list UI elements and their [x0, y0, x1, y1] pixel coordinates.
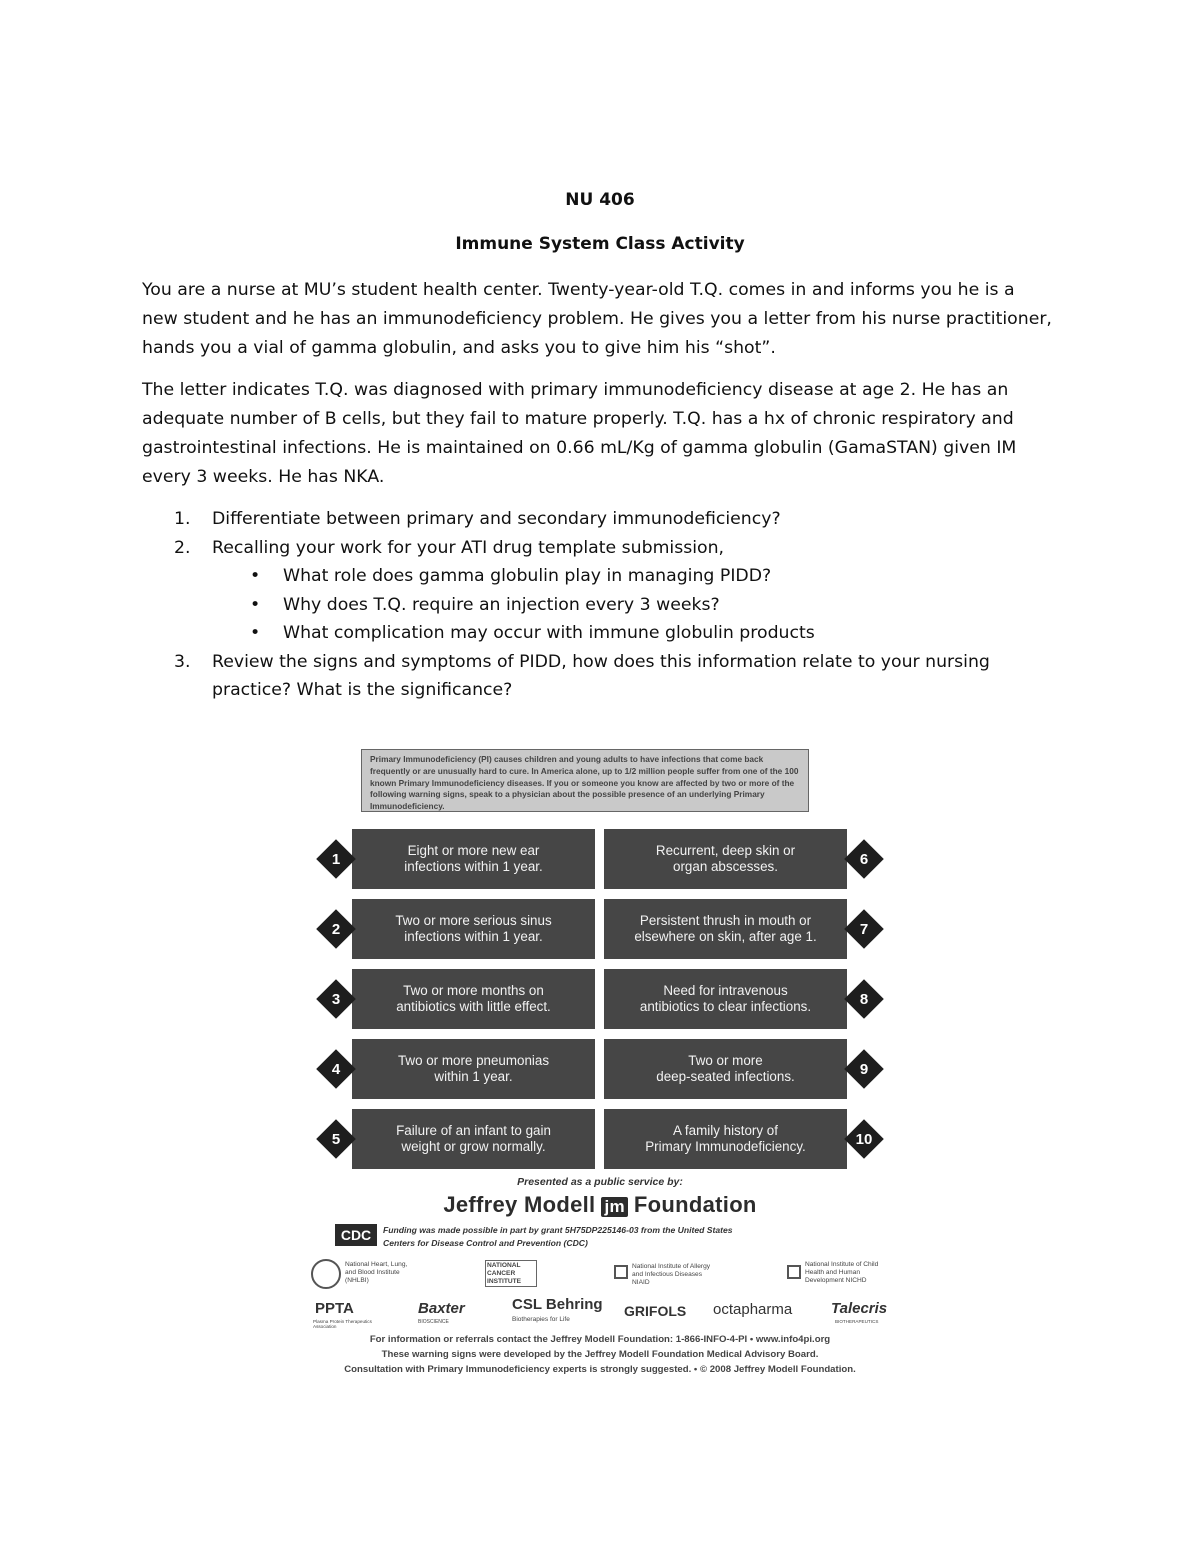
text-line: every 3 weeks. He has NKA. [142, 467, 385, 487]
foundation-name-left: Jeffrey Modell [443, 1192, 596, 1217]
sign-number: 7 [859, 920, 869, 938]
jm-logo-mark: jm [601, 1197, 627, 1217]
warning-signs-poster [305, 745, 895, 1385]
sign-box: Two or more months on antibiotics with little effect. [352, 969, 595, 1029]
consult-line: Consultation with Primary Immunodeficiency experts is strongly suggested. • © 2008 Jeffrey Modell Foundation. [344, 1364, 856, 1375]
question-number: 3. [174, 651, 191, 672]
sign-box: Two or more serious sinus infections within 1 year. [352, 899, 595, 959]
sign-number: 8 [859, 990, 869, 1008]
text-line: The letter indicates T.Q. was diagnosed with primary immunodeficiency disease at age 2. He has an [142, 380, 1009, 400]
question-2 [142, 534, 1042, 563]
text-line: new student and he has an immunodeficiency problem. He gives you a letter from his nurse practitioner, [142, 309, 1052, 329]
funding-line: Funding was made possible in part by grant 5H75DP225146-03 from the United States [383, 1225, 733, 1235]
poster-intro: Primary Immunodeficiency (PI) causes children and young adults to have infections that come back frequently or are unusually hard to cure. In America alone, up to 1/2 million people suffer from one of the 100 known Primary Immunodeficiency diseases. If you or someone you know are affected by two or more of the following warning signs, speak to a physician about the possible presence of an underlying Primary Immunodeficiency. [361, 749, 809, 812]
niaid-shield-icon [614, 1265, 628, 1279]
ppta-subtitle: Plasma Protein Therapeutics Association [313, 1319, 372, 1329]
text-line: You are a nurse at MU’s student health center. Twenty-year-old T.Q. comes in and informs you he is a [142, 280, 1015, 300]
question-number: 1. [174, 509, 191, 529]
bullet-text: What role does gamma globulin play in managing PIDD? [283, 566, 772, 586]
activity-title: Immune System Class Activity [455, 234, 745, 254]
talecris-logo: Talecris [831, 1300, 888, 1317]
question-number: 2. [174, 537, 191, 558]
bullet-item [142, 619, 1042, 648]
sign-box: Recurrent, deep skin or organ abscesses. [604, 829, 847, 889]
niaid-logo: National Institute of Allergy and Infectious Diseases NIAID [632, 1263, 711, 1286]
question-text: Differentiate between primary and secondary immunodeficiency? [212, 509, 781, 529]
sign-number: 5 [331, 1130, 341, 1148]
question-text: practice? What is the significance? [212, 680, 513, 700]
nhlbi-seal-icon [311, 1259, 341, 1289]
developed-line: These warning signs were developed by the Jeffrey Modell Foundation Medical Advisory Board. [381, 1349, 819, 1360]
bullet-icon: • [250, 623, 261, 643]
sign-number: 6 [859, 850, 869, 868]
sign-number: 2 [331, 920, 341, 938]
bullet-text: Why does T.Q. require an injection every 3 weeks? [283, 594, 720, 615]
text-line: adequate number of B cells, but they fail to mature properly. T.Q. has a hx of chronic respiratory and [142, 409, 1014, 429]
foundation-logo [305, 1192, 895, 1218]
presented-by: Presented as a public service by: [517, 1176, 683, 1188]
talecris-subtitle: BIOTHERAPEUTICS [835, 1319, 879, 1324]
nci-logo: NATIONAL CANCER INSTITUTE [485, 1260, 537, 1287]
sign-box: Failure of an infant to gain weight or grow normally. [352, 1109, 595, 1169]
nichd-mark-icon [787, 1265, 801, 1279]
question-1 [142, 505, 1042, 534]
foundation-name-right: Foundation [633, 1192, 757, 1217]
bullet-text: What complication may occur with immune globulin products [283, 623, 815, 643]
funding-line: Centers for Disease Control and Prevention (CDC) [383, 1237, 588, 1248]
sign-box: A family history of Primary Immunodeficiency. [604, 1109, 847, 1169]
sign-number: 1 [331, 850, 341, 868]
nhlbi-logo: National Heart, Lung, and Blood Institute (NHLBI) [345, 1261, 408, 1284]
sign-number: 10 [855, 1130, 873, 1148]
question-list [142, 505, 1042, 705]
nichd-logo: National Institute of Child Health and Human Development NICHD [805, 1261, 879, 1284]
funding-note [383, 1224, 823, 1249]
course-code: NU 406 [565, 190, 635, 210]
text-line: hands you a vial of gamma globulin, and asks you to give him his “shot”. [142, 338, 776, 358]
question-3 [142, 648, 1042, 677]
csl-logo: CSL Behring [512, 1296, 603, 1313]
sign-number: 3 [331, 990, 341, 1008]
sign-number: 4 [331, 1060, 341, 1078]
sign-box: Two or more pneumonias within 1 year. [352, 1039, 595, 1099]
cdc-logo: CDC [335, 1224, 377, 1246]
grifols-logo: GRIFOLS [624, 1303, 687, 1319]
bullet-icon: • [250, 594, 261, 615]
question-3-continued [142, 676, 1042, 705]
sign-number: 9 [859, 1060, 869, 1078]
bullet-icon: • [250, 566, 261, 586]
letter-paragraph [142, 376, 1062, 492]
sign-box: Need for intravenous antibiotics to clear infections. [604, 969, 847, 1029]
baxter-subtitle: BIOSCIENCE [418, 1319, 449, 1325]
sign-box: Two or more deep-seated infections. [604, 1039, 847, 1099]
bullet-item [142, 562, 1042, 591]
question-text: Recalling your work for your ATI drug template submission, [212, 537, 725, 558]
bullet-item [142, 591, 1042, 620]
sign-box: Persistent thrush in mouth or elsewhere on skin, after age 1. [604, 899, 847, 959]
sign-box: Eight or more new ear infections within 1 year. [352, 829, 595, 889]
ppta-logo: PPTA [315, 1300, 354, 1317]
text-line: gastrointestinal infections. He is maintained on 0.66 mL/Kg of gamma globulin (GamaSTAN) given IM [142, 438, 1017, 458]
contact-line: For information or referrals contact the Jeffrey Modell Foundation: 1-866-INFO-4-PI • www.info4pi.org [369, 1334, 831, 1345]
baxter-logo: Baxter [418, 1300, 465, 1317]
csl-subtitle: Biotherapies for Life [512, 1316, 570, 1323]
scenario-paragraph [142, 276, 1062, 363]
question-text: Review the signs and symptoms of PIDD, how does this information relate to your nursing [212, 651, 990, 672]
octapharma-logo: octapharma [713, 1301, 793, 1318]
